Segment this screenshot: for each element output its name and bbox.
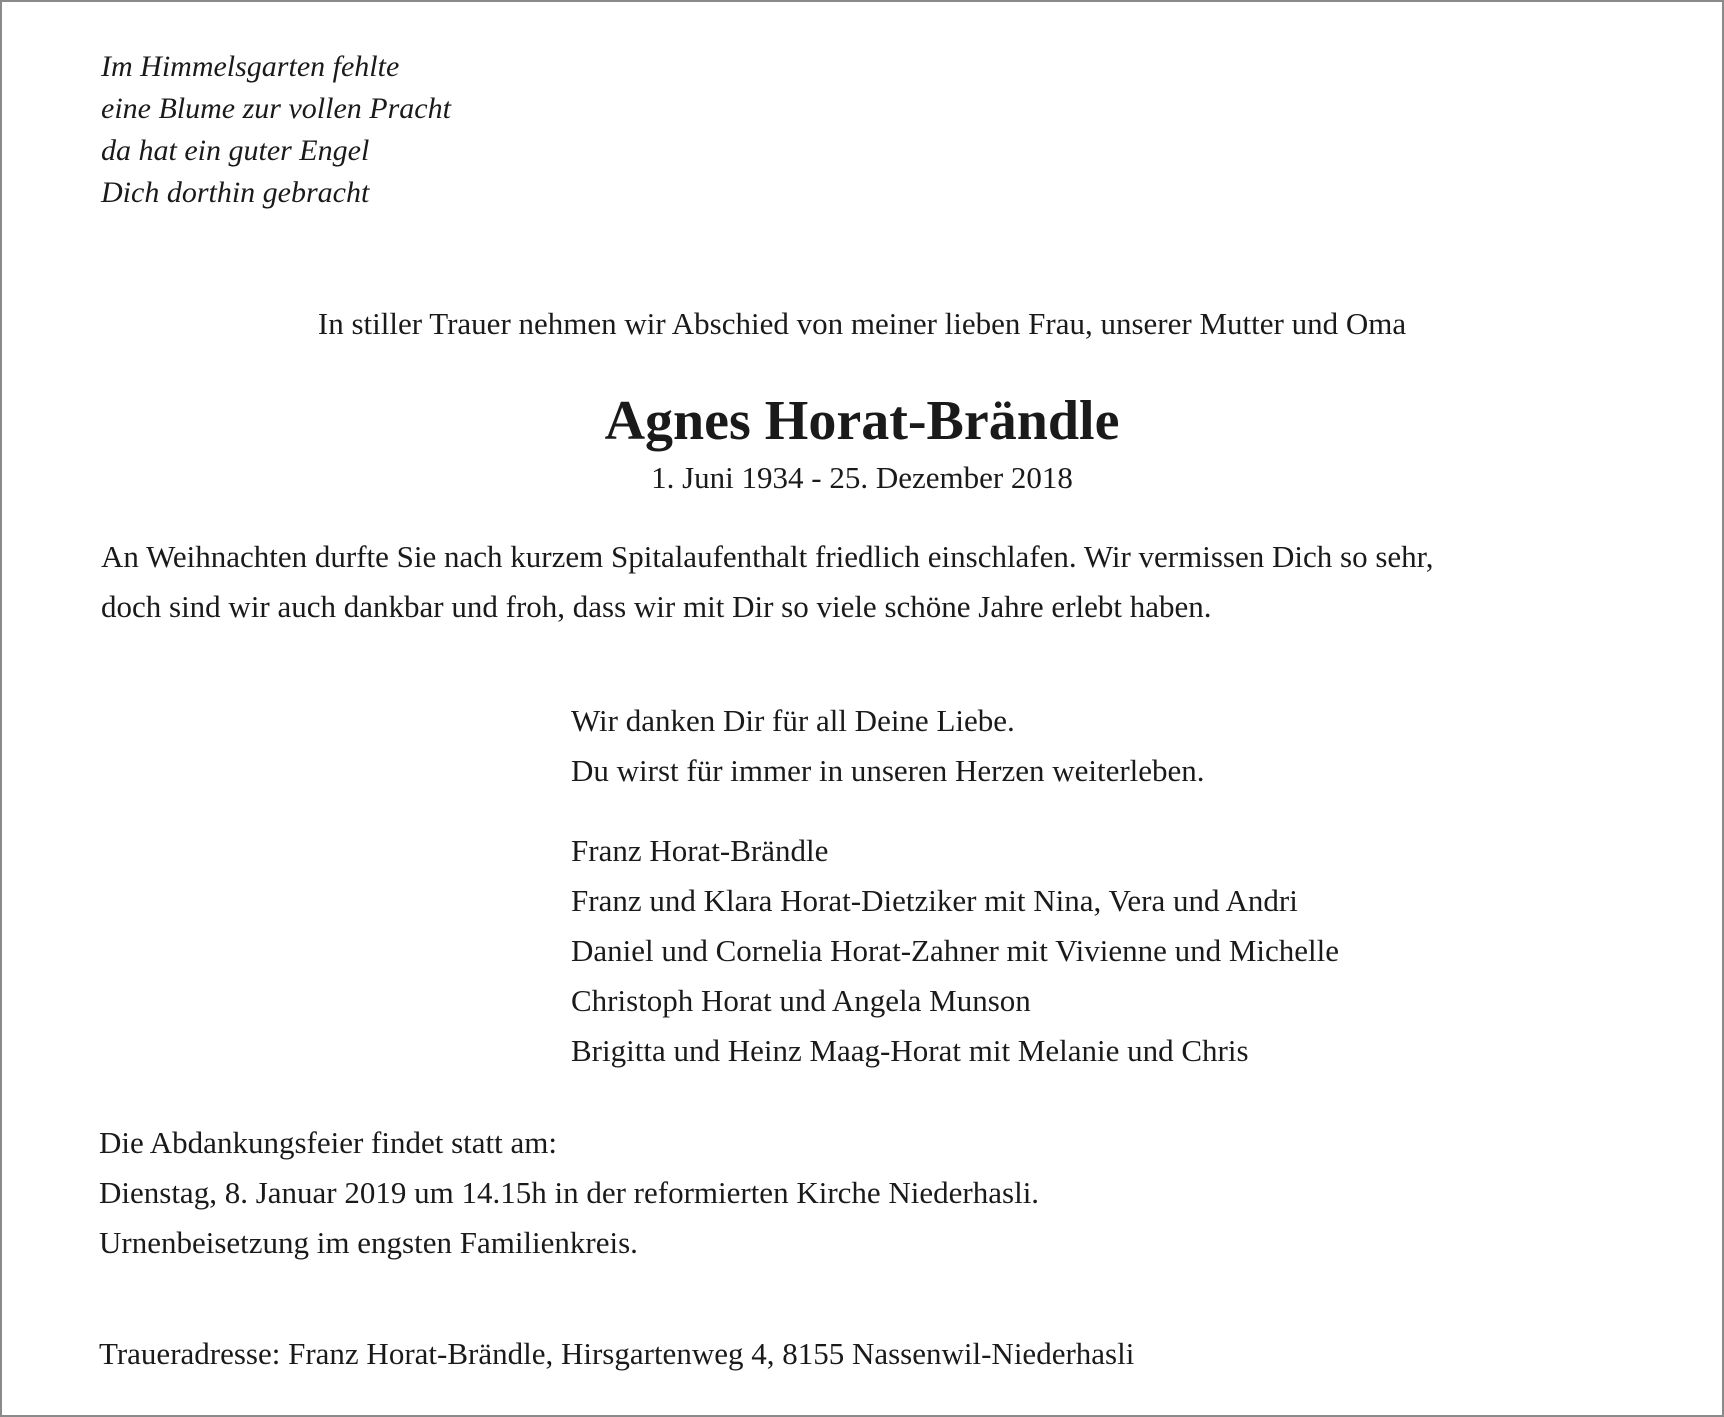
- message-line: doch sind wir auch dankbar und froh, dass wir mit Dir so viele schöne Jahre erlebt haben.: [101, 589, 1212, 624]
- poem-line: eine Blume zur vollen Pracht: [101, 92, 451, 125]
- ceremony-line: Die Abdankungsfeier findet statt am:: [99, 1125, 557, 1160]
- family-member: Franz Horat-Brändle: [571, 833, 829, 868]
- memorial-poem: [101, 46, 451, 214]
- thanks-text: [571, 696, 1205, 796]
- family-member: Brigitta und Heinz Maag-Horat mit Melanie und Chris: [571, 1033, 1249, 1068]
- poem-line: da hat ein guter Engel: [101, 134, 370, 167]
- message-line: An Weihnachten durfte Sie nach kurzem Spitalaufenthalt friedlich einschlafen. Wir vermissen Dich so sehr,: [101, 539, 1434, 574]
- poem-line: Dich dorthin gebracht: [101, 176, 370, 209]
- farewell-message: [101, 532, 1433, 632]
- ceremony-line: Urnenbeisetzung im engsten Familienkreis.: [99, 1225, 638, 1260]
- thanks-line: Wir danken Dir für all Deine Liebe.: [571, 703, 1015, 738]
- mourning-address: Traueradresse: Franz Horat-Brändle, Hirsgartenweg 4, 8155 Nassenwil-Niederhasli: [99, 1336, 1135, 1371]
- deceased-name: Agnes Horat-Brändle: [604, 390, 1120, 452]
- family-member: Franz und Klara Horat-Dietziker mit Nina, Vera und Andri: [571, 883, 1298, 918]
- family-member: Daniel und Cornelia Horat-Zahner mit Vivienne und Michelle: [571, 933, 1340, 968]
- intro-text: In stiller Trauer nehmen wir Abschied von meiner lieben Frau, unserer Mutter und Oma: [317, 306, 1407, 341]
- family-member: Christoph Horat und Angela Munson: [571, 983, 1031, 1018]
- life-dates: 1. Juni 1934 - 25. Dezember 2018: [651, 460, 1073, 495]
- ceremony-line: Dienstag, 8. Januar 2019 um 14.15h in der reformierten Kirche Niederhasli.: [99, 1175, 1040, 1210]
- ceremony-info: [99, 1118, 1039, 1268]
- thanks-line: Du wirst für immer in unseren Herzen weiterleben.: [571, 753, 1205, 788]
- poem-line: Im Himmelsgarten fehlte: [101, 50, 400, 83]
- family-list: [571, 826, 1339, 1076]
